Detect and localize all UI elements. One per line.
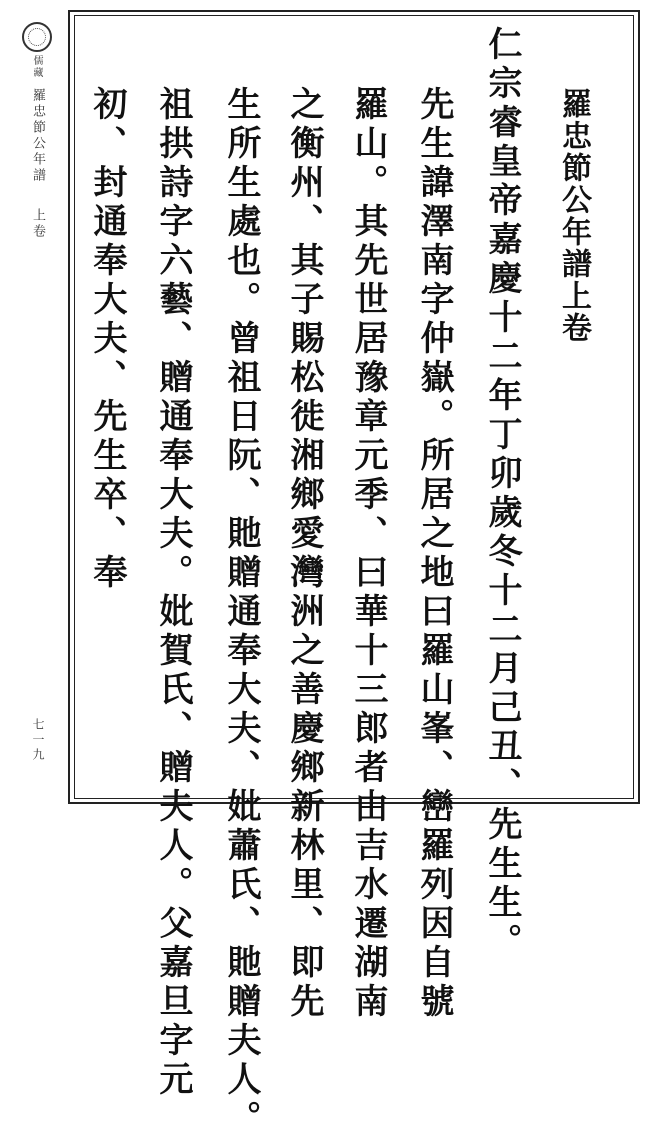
text-column-7: 初、封通奉大夫、先生卒、奉: [87, 86, 127, 593]
text-column-3: 羅山。其先世居豫章元季、曰華十三郎者由吉水遷湖南: [348, 86, 388, 1022]
text-column-5: 生所生處也。曾祖日阮、貤贈通奉大夫、妣蕭氏、貤贈夫人。: [221, 86, 261, 1139]
margin-running-title: 羅忠節公年譜: [30, 88, 45, 184]
page-margin: [18, 22, 62, 802]
collection-seal-icon: [22, 22, 52, 52]
page-number: 七一九: [31, 718, 45, 763]
text-column-6: 祖拱詩字六藝、贈通奉大夫。妣賀氏、贈夫人。父嘉旦字元: [153, 86, 193, 1100]
text-column-1: 仁宗睿皇帝嘉慶十二年丁卯歲冬十二月己丑、先生生。: [482, 26, 522, 962]
text-column-4: 之衡州、其子賜松徙湘鄉愛灣洲之善慶鄉新林里、即先: [284, 86, 324, 1022]
text-column-2: 先生諱澤南字仲嶽。所居之地曰羅山峯、巒羅列因自號: [414, 86, 454, 1022]
book-title: 羅忠節公年譜上卷: [556, 88, 591, 344]
margin-volume-label: 上卷: [30, 208, 45, 240]
collection-name: 儒藏: [31, 55, 42, 79]
